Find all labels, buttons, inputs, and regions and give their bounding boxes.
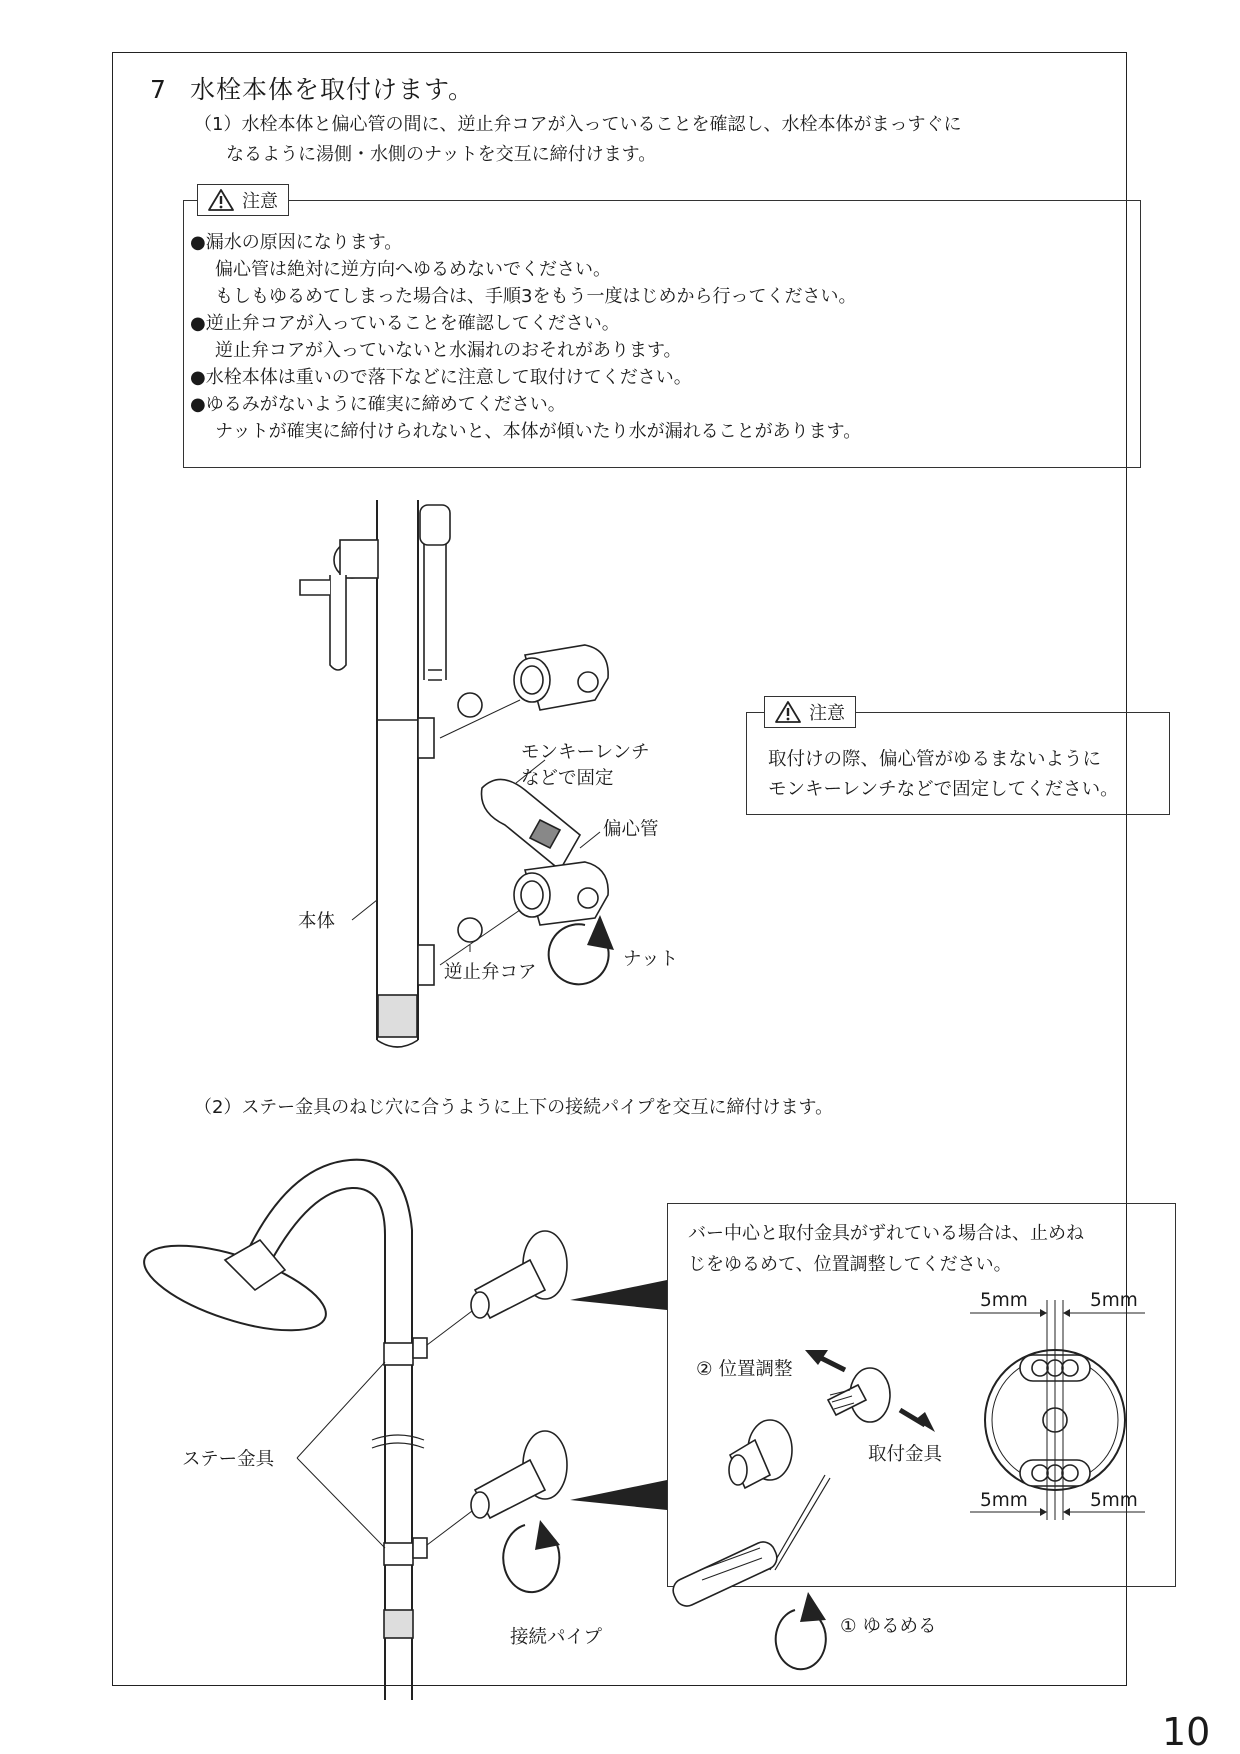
eccentric-pipe-label: 偏心管 — [603, 819, 659, 840]
caution-label-text: 注意 — [242, 191, 278, 212]
mount-bracket-label: 取付金具 — [868, 1444, 943, 1465]
check-valve-label: 逆止弁コア — [444, 962, 537, 983]
caution-item: ●逆止弁コアが入っていることを確認してください。 — [190, 313, 620, 334]
instruction-1-line1: （1）水栓本体と偏心管の間に、逆止弁コアが入っていることを確認し、水栓本体がまっすぐに — [194, 114, 962, 135]
dimension-label: 5mm — [980, 1290, 1028, 1311]
loosen-label: ① ゆるめる — [840, 1616, 937, 1637]
dimension-label: 5mm — [1090, 1490, 1138, 1511]
nut-label: ナット — [623, 949, 679, 970]
caution2-line2: モンキーレンチなどで固定してください。 — [768, 779, 1119, 800]
position-adjust-label: ② 位置調整 — [696, 1359, 793, 1380]
instruction-2: （2）ステー金具のねじ穴に合うように上下の接続パイプを交互に締付けます。 — [194, 1097, 834, 1118]
caution-item: 逆止弁コアが入っていないと水漏れのおそれがあります。 — [215, 340, 682, 361]
caution2-line1: 取付けの際、偏心管がゆるまないように — [768, 749, 1102, 770]
caution-item: 偏心管は絶対に逆方向へゆるめないでください。 — [215, 259, 611, 280]
step-title: 水栓本体を取付けます。 — [190, 75, 475, 104]
dimension-label: 5mm — [980, 1490, 1028, 1511]
caution-item: ●漏水の原因になります。 — [190, 232, 403, 253]
caution-item: ●ゆるみがないように確実に締めてください。 — [190, 394, 566, 415]
page-number: 10 — [1162, 1710, 1211, 1754]
caution-item: ナットが確実に締付けられないと、本体が傾いたり水が漏れることがあります。 — [215, 421, 862, 442]
stay-bracket-label: ステー金具 — [182, 1449, 275, 1470]
step-number: 7 — [150, 75, 167, 104]
instruction-1-line2: なるように湯側・水側のナットを交互に締付けます。 — [226, 144, 657, 165]
wrench-label-line2: などで固定 — [521, 768, 614, 789]
adjustment-note-line1: バー中心と取付金具がずれている場合は、止めね — [688, 1223, 1084, 1244]
adjustment-note-line2: じをゆるめて、位置調整してください。 — [688, 1254, 1012, 1275]
wrench-label-line1: モンキーレンチ — [521, 742, 650, 763]
caution2-label-text: 注意 — [809, 703, 845, 724]
body-label: 本体 — [298, 911, 336, 932]
caution-item: ●水栓本体は重いので落下などに注意して取付けてください。 — [190, 367, 692, 388]
dimension-label: 5mm — [1090, 1290, 1138, 1311]
caution-item: もしもゆるめてしまった場合は、手順3をもう一度はじめから行ってください。 — [215, 286, 857, 307]
connecting-pipe-label: 接続パイプ — [510, 1627, 602, 1648]
